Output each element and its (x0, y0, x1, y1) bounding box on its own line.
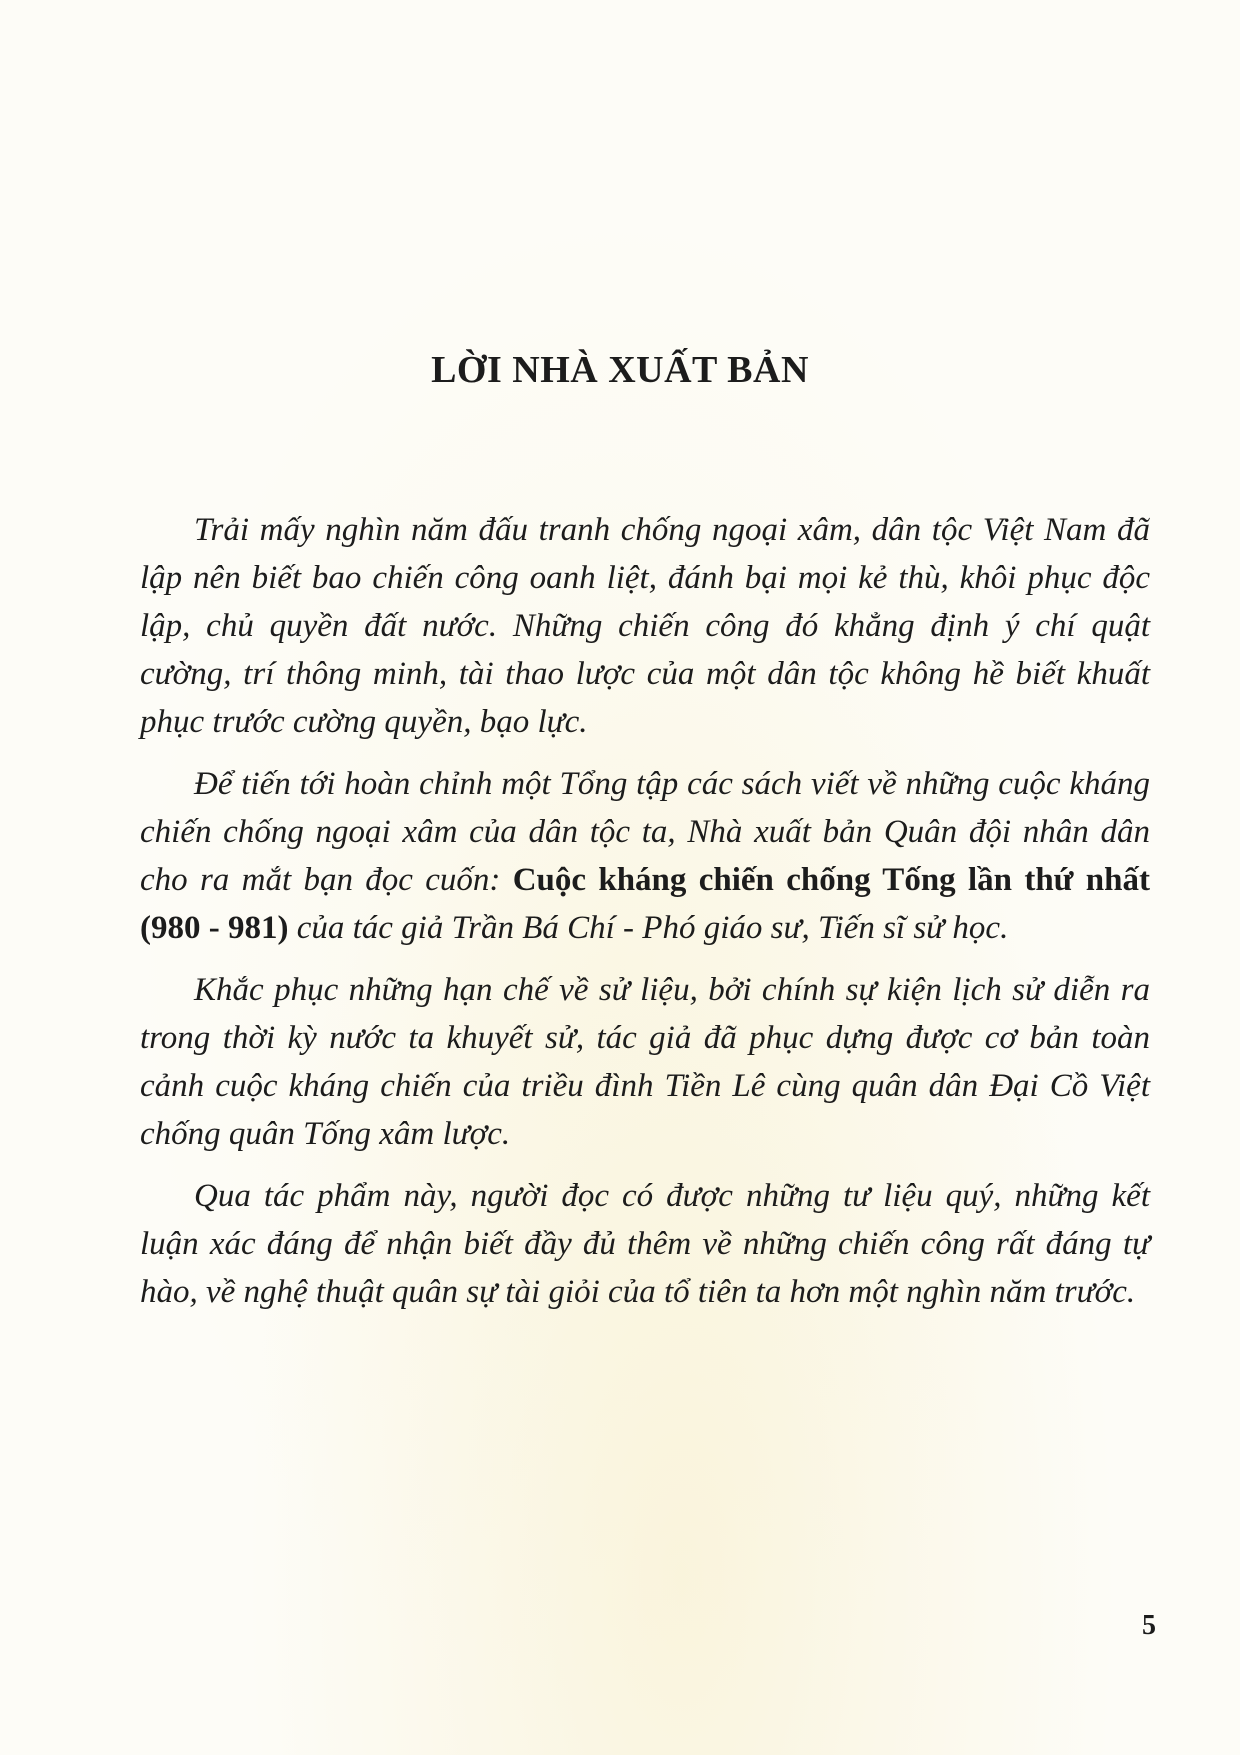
page-title: LỜI NHÀ XUẤT BẢN (431, 349, 809, 391)
paragraph-3: Khắc phục những hạn chế về sử liệu, bởi chính sự kiện lịch sử diễn ra trong thời kỳ nước ta khuyết sử, tác giả đã phục dựng được cơ bản toàn cảnh cuộc kháng chiến của triều đình Tiền Lê cùng quân dân Đại Cồ Việt chống quân Tống xâm lược. (140, 972, 1150, 1152)
page-number: 5 (1142, 1610, 1156, 1641)
book-title: Cuộc kháng chiến chống Tống lần thứ nhất (980 - 981) (140, 862, 1150, 946)
paragraph-2 (140, 760, 1150, 952)
paragraph-1: Trải mấy nghìn năm đấu tranh chống ngoại xâm, dân tộc Việt Nam đã lập nên biết bao chiến công oanh liệt, đánh bại mọi kẻ thù, khôi phục độc lập, chủ quyền đất nước. Những chiến công đó khẳng định ý chí quật cường, trí thông minh, tài thao lược của một dân tộc không hề biết khuất phục trước cường quyền, bạo lực. (140, 512, 1150, 740)
paragraph-2-author: của tác giả Trần Bá Chí - Phó giáo sư, Tiến sĩ sử học. (288, 910, 1009, 946)
foreword-body (140, 506, 1150, 1330)
paragraph-2-intro: Để tiến tới hoàn chỉnh một Tổng tập các sách viết về những cuộc kháng chiến chống ngoại xâm của dân tộc ta, Nhà xuất bản Quân đội nhân dân cho ra mắt bạn đọc cuốn: (140, 766, 1150, 898)
paragraph-4: Qua tác phẩm này, người đọc có được những tư liệu quý, những kết luận xác đáng để nhận biết đầy đủ thêm về những chiến công rất đáng tự hào, về nghệ thuật quân sự tài giỏi của tổ tiên ta hơn một nghìn năm trước. (140, 1178, 1150, 1310)
